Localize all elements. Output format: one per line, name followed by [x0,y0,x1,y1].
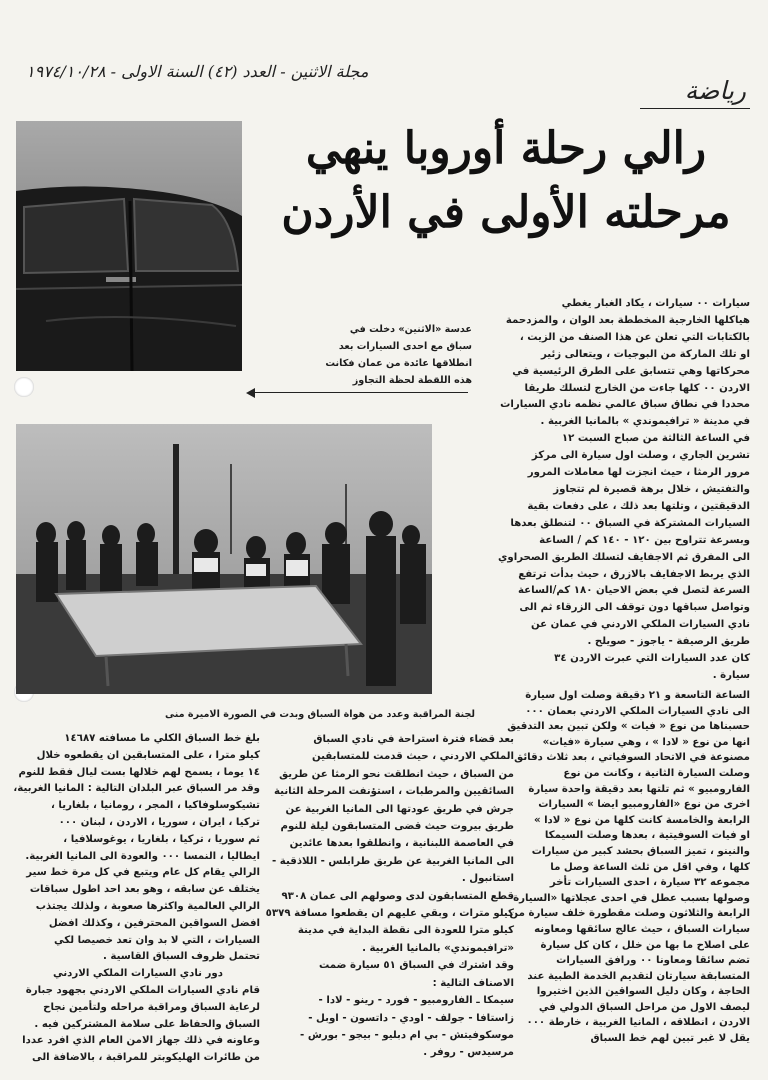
text-line: افضل السواقين المحترفين ، وكذلك افضل [48,917,260,929]
text-line: وصلت السيارة الثانية ، وكانت من نوع [563,767,750,779]
caption-arrow [248,392,468,393]
text-line: وقد مر السباق عبر البلدان التالية : المانيا الغربية، [13,783,260,795]
crowd-image [16,424,432,694]
text-line: الملكي الاردني ، حيث قدمت للمتسابقين [311,751,514,763]
text-line: المتسابقة سيارتان لتقديم الخدمة الطبية عند [527,970,750,982]
text-line: او فيات السوفيتية ، بعدها وصلت السيمكا [544,830,750,842]
section-rule [640,108,750,109]
text-line: الى المفرق ثم الاجفايف لتسلك الطريق الصحراوي [498,551,750,563]
text-line: السيارات ، التي لا بد وان تعد خصيصا لكي [53,934,260,946]
text-line: الاردن ، انطلاقه ، المانيا الغربية ، خارطة ٠٠٠ [526,1017,750,1029]
text-line: السائقيين والمرطبات ، استؤنفت المرحلة الثانية [273,786,514,798]
text-line: هياكلها الخارجية المخططة بعد الوان ، والمزدحمة [505,314,750,326]
text-line: ١٤ يوما ، يسمح لهم خلالها بست ليال فقط للنوم [18,766,260,778]
source-note: مجلة الاثنين - العدد (٤٢) السنة الاولى - ١٩٧٤/١٠/٢٨ [26,62,369,81]
photo-crowd [16,424,432,694]
text-line: الاصناف التالية : [432,977,514,989]
text-line: بلغ خط السباق الكلي ما مسافته ١٤٦٨٧ [64,733,260,744]
text-line: من السباق ، حيث انطلقت نحو الرمثا عن طريق [279,768,514,780]
text-line: سيمكا ـ الفارومبيو - فورد - رينو - لادا - [318,995,514,1007]
text-line: وعاونه في ذلك جهاز الامن العام الذي افرد عددا [22,1035,260,1047]
text-line: وصولها بسبب عطل في احدى عجلاتها «السيارة [513,892,750,904]
text-line: في الساعة الثالثة من صباح السبت ١٢ [561,433,750,445]
text-line: كيلو مترا ، على المتسابقين ان يقطعوه خلال [36,749,260,761]
text-line: محددا في نطاق سباق عالمي نظمه نادي السيارات [500,399,750,411]
section-label: رياضة [684,76,746,105]
text-line: كيلو مترات ، وبقي عليهم ان يقطعوا مسافة ٥٣٧٩ [265,908,514,920]
text-line: «ترافيموندي» بالمانيا الغربية . [362,942,514,954]
punch-hole-top [14,377,34,397]
text-line: في العاصمة اللبنانية ، وانطلقوا بعدها عائدين [289,838,514,850]
text-line: ايطاليا ، النمسا ٠٠٠ والعودة الى المانيا الغربية. [25,850,260,862]
text-line: مصنوعة في الاتحاد السوفياتي ، بعد ثلاث دقائق [514,752,750,764]
text-line: وقد اشترك في السباق ٥١ سيارة ضمت [318,960,514,972]
text-line: حسبناها من نوع « فيات » ولكن تبين بعد التدقيق [507,721,750,733]
text-line: او تلك الماركة من البوجيات ، ويتعالى زئير [540,348,750,360]
text-line: مرور الرمثا ، حيث انجزت لها معاملات المرور [527,467,750,479]
text-line: الفارومبيو » ثم تلتها بعد دقيقة واحدة سيارة [528,783,750,795]
text-line: سيارات ٠٠ سيارات ، يكاد الغبار يغطي [561,298,750,309]
text-line: طريق الرصيفة - ياجوز - صويلح . [587,636,750,648]
text-line: اخرى من نوع «الفارومبيو ايضا » السيارات [538,799,750,811]
text-line: السباق والحفاظ على سلامة المشتركين فيه . [34,1018,260,1030]
text-line: بالكتابات التي تعلن عن هذا الصنف من الزيت ، [519,331,750,343]
text-line: استانبول . [461,873,514,885]
text-line: السرعة لتصل في بعض الاحيان ١٨٠ كم/الساعة [517,585,750,597]
text-line: تشيكوسلوفاكيا ، المجر ، رومانيا ، بلغاريا ، [51,800,260,812]
text-line: الرالي يقام كل عام ويتبع في كل مرة خط سير [26,867,260,879]
text-line: الساعة التاسعة و ٢١ دقيقة وصلت اول سيارة [525,690,750,701]
text-line: كيلو مترا للعودة الى نقطة البداية في مدينة [297,925,514,937]
text-line: الرالي العالمية واكثرها صعوبة ، ولذلك يجتذب [35,900,260,912]
text-line: بعد قضاء فترة استراحة في نادي السباق [313,734,514,745]
headline-line-1: رالي رحلة أوروبا ينهي [305,123,707,174]
text-line: الذي يربط الاجفايف بالازرق ، حيث بدأت ترتفع [518,568,750,580]
text-line: ليصف الاول من مراحل السباق الدولي في [538,1001,750,1013]
text-line: كان عدد السيارات التي عبرت الاردن ٣٤ [554,653,750,665]
photo-car [16,121,242,371]
text-line: في مدينة « ترافيموندي » بالمانيا الغربية . [540,416,750,428]
caption-line: هذه اللقطة لحظة التجاوز [352,375,472,386]
text-line: الدقيقتين ، وتلتها بعد ذلك ، على دفعات بقية [527,500,750,512]
headline-line-2: مرحلته الأولى في الأردن [281,187,731,238]
text-line: وبسرعة تتراوح بين ١٢٠ - ١٤٠ كم / الساعة [539,534,750,546]
text-line: مجموعه ٣٢ سيارة ، احدى السيارات تأخر [549,877,750,889]
text-line: يختلف عن سابقه ، وهو بعد احد اطول سباقات [29,884,260,896]
article-column-left [13,731,260,1071]
text-line: تركيا ، ايران ، سوريا ، الاردن ، لبنان ٠٠٠ [58,816,260,828]
text-line: الاردن ٠٠ كلها جاءت من الخارج لتسلك طريقا [524,382,750,394]
caption-line: انطلاقها عائدة من عمان فكانت [325,358,472,369]
text-line: ثم سوريا ، تركيا ، بلغاريا ، يوغوسلافيا ، [63,833,260,845]
text-line: والتفتيش ، خلال برهة قصيرة لم تتجاوز [553,483,750,495]
text-line: لرعاية السباق ومراقبة مراحله ولتأمين نجاح [43,1001,260,1013]
text-line: الرابعة والخامسة كانت كلها من نوع « لادا » [533,814,750,826]
text-line: الى المانيا الغربية عن طريق طرابلس - اللاذقية - [272,855,514,867]
text-line: نادي السيارات الملكي الاردني في عمان عن [530,619,750,631]
car-image [16,121,242,371]
text-line: طريق بيروت حيث قضى المتسابقون ليلة للنوم [280,821,514,833]
caption-arrow-head [246,388,255,398]
text-line: سيارات السباق ، حيث عالج سائقها ومعاونه [534,923,750,935]
caption-line: عدسة «الاثنين» دخلت في [349,324,472,335]
text-line: سيارة . [712,669,750,681]
text-line: السيارات المشتركة في السباق ٠٠ لتنطلق بعدها [510,517,750,529]
article-column-middle [265,731,514,1066]
text-line: من طائرات الهليكوبتر للمراقبة ، بالاضافة الى [32,1052,260,1064]
photo-car-caption [240,321,472,389]
text-line: والنينو ، تميز السباق بحشد كبير من سيارات [531,845,750,857]
text-line: زاستافا - جولف - اودي - داتسون - اوبل - [308,1012,514,1024]
text-line: الحاجة ، وكان دليل السواقين الذين اختيروا [536,986,750,998]
text-line: موسكوفيتش - بي ام دبليو - بيجو - بورش - [300,1029,514,1041]
text-line: الرابعة والثلاثون وصلت مقطورة خلف سيارة من [509,908,750,920]
subheading: دور نادي السيارات الملكي الاردني [53,968,223,980]
text-line: تضم سائقا ومعاونا ٠٠ ورافق السيارات [556,955,750,967]
text-line: مرسيدس - روفر . [423,1047,514,1059]
text-line: جرش في طريق عودتها الى المانيا الغربية عن [285,803,514,815]
text-line: انها من نوع « لادا » ، وهي سيارة «فيات» [542,736,750,748]
photo-crowd-caption: لجنة المراقبة وعدد من هواة السباق وبدت في الصورة الاميرة منى [165,709,475,720]
text-line: تشرين الجاري ، وصلت اول سيارة الى مركز [531,450,750,462]
text-line: كلها ، وفي اقل من ثلث الساعة وصل ما [550,861,750,873]
article-column-right-upper [498,296,750,692]
text-line: وتواصل سباقها دون توقف الى الزرقاء ثم الى [519,602,750,614]
text-line: محركاتها وهي تتسابق على الطرق الرئيسية في [512,365,750,377]
text-line: يقل لا غبر تبين لهم خط السباق [590,1033,750,1045]
text-line: الى نادي السيارات الملكي الاردني بعمان ٠٠٠ [525,705,750,717]
text-line: على اصلاح ما بها من خلل ، كان كل سيارة [540,939,750,951]
text-line: تحتمل ظروف السباق القاسية . [102,951,260,963]
caption-line: سباق مع احدى السيارات بعد [338,341,472,352]
text-line: قطع المتسابقون لدى وصولهم الى عمان ٩٣٠٨ [281,890,514,902]
text-line: قام نادي السيارات الملكي الاردني بجهود جبارة [25,984,260,996]
